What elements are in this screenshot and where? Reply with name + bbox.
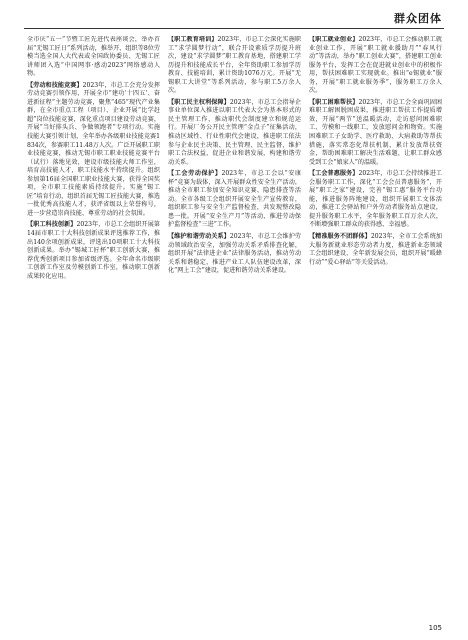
paragraph-heading: 【职工就业创业】 xyxy=(309,36,359,43)
paragraph-heading: 【精准服务不团群体】 xyxy=(309,233,371,241)
column-3 xyxy=(309,36,442,618)
section-title: 群众团体 xyxy=(394,12,442,25)
page-header xyxy=(24,8,444,29)
paragraph-heading: 【维护和谐劳动关系】 xyxy=(168,233,230,241)
paragraph xyxy=(27,36,160,79)
paragraph xyxy=(309,36,442,96)
article-body xyxy=(27,36,442,618)
paragraph xyxy=(168,170,301,230)
column-2 xyxy=(168,36,301,618)
paragraph-text: 2023年，全市工会系统加大服务新就业形态劳动者力度，推进新业态领域工会组织建设，全年新发展会员，组织开展“暖蜂行动”“爱心驿站”等关爱活动。 xyxy=(309,233,442,266)
paragraph xyxy=(309,99,442,167)
page-number: 105 xyxy=(428,624,442,632)
paragraph-text: 2023年，市总工会充分发挥劳动竞赛引领作用，开展全市“建功‘十四五’、奋进新征程”主题劳动竞赛，聚焦“465”现代产业集群，在全市重点工程（项目）、企业开展“比学赶超”岗位技能竞赛，深化重点项目建设劳动竞赛，开展“当好排头兵、争做领跑者”专项行动。实施技能大赛引领计划，全年举办各级职业技能竞赛1834次，参赛职工11.48万人次。广泛开展职工职业技能竞赛，推动无锡市职工职业技能竞赛平台（试行）落地见效，建设市级技能大师工作室，培育高技能人才，职工技能水平持续提升。组织参加第16届全国职工职业技能大赛，获得全国奖项，全市职工技能素质持续提升。实施“锡工匠”培育行动，组织首届无锡工匠技能大赛，推选一批优秀高技能人才，获评省级以上荣誉称号，进一步营造崇尚技能、尊重劳动的社会氛围。 xyxy=(27,81,160,217)
paragraph xyxy=(27,82,160,219)
paragraph xyxy=(168,233,301,276)
paragraph-heading: 【劳动和技能竞赛】 xyxy=(27,81,83,89)
paragraph-heading: 【职工科技创新】 xyxy=(27,221,77,229)
paragraph-heading: 【职工民主权利保障】 xyxy=(168,98,230,106)
paragraph-text: 2023年，市总工会推动职工就业创业工作，开展“职工就业援助月”“春风行动”等活动，举办“职工创业大赛”，搭建职工创业服务平台，发挥工会在促进就业创业中的积极作用，帮扶困难职工实现就业。推出“e锡就业”服务，开展“职工就业服务季”，服务职工万余人次。 xyxy=(309,36,442,95)
paragraph-heading: 【职工教育培训】 xyxy=(168,36,218,43)
column-1 xyxy=(27,36,160,618)
paragraph-text: 2023年，市总工会深化实施职工“求学圆梦行动”，联合开设素质学历提升班次，建设“求学圆梦”职工教育基地，搭建职工学历提升和技能成长平台，全年资助职工参加学历教育、技能培训，累计资助1076万元。开展“无锡职工大讲堂”等系列活动，参与职工5万余人次。 xyxy=(168,36,301,95)
paragraph-text: 2023年，市总工会全面巩固困难职工解困脱困成果，推进职工帮扶工作提质增效，开展“两节”送温暖活动，走访慰问困难职工、劳模和一线职工，发放慰问金和物资。实施困难职工子女助学、医疗救助、大病救助等帮扶措施，落实常态化帮扶机制，累计发放帮扶资金，帮助困难职工解决生活难题，让职工群众感受到工会“娘家人”的温暖。 xyxy=(309,98,442,166)
paragraph xyxy=(168,36,301,96)
paragraph-heading: 【工会劳动保护】 xyxy=(168,170,222,178)
paragraph-text: 2023年，市总工会组织开展第14届市职工十大科技创新成果评选推荐工作，推出140余项创新成果，评选出10项职工十大科技创新成果。举办“锡城工匠杯”职工创新大赛，推荐优秀创新项目参加省级评选。全年命名市级职工创新工作室及劳模创新工作室，推动职工创新成果转化应用。 xyxy=(27,221,160,280)
paragraph xyxy=(27,221,160,281)
paragraph xyxy=(309,170,442,230)
paragraph-text: 2023年，市总工会以“安康杯”竞赛为载体，深入开展群众性安全生产活动，推动全市职工参加安全知识竞赛、隐患排查等活动。全市各级工会组织开展安全生产宣传教育，组织职工参与安全生产监督检查，共发现整改隐患一批。开展“安全生产月”等活动，推进劳动保护监督检查“三进”工作。 xyxy=(168,170,301,229)
paragraph-heading: 【工会普惠服务】 xyxy=(309,170,359,178)
paragraph-text: 2023年，市总工会指导企事业单位深入推进以职工代表大会为基本形式的民主管理工作，推动职代会制度建立和规范运行。开展厂务公开民主管理“金点子”征集活动，推动区域性、行业性职代会建设，推进职工依法参与企业民主决策、民主管理、民主监督，维护职工合法权益，促进企业和谐发展，构建和谐劳动关系。 xyxy=(168,98,301,166)
paragraph xyxy=(168,99,301,167)
paragraph-text: 2023年，市总工会维护劳动领域政治安全，加强劳动关系矛盾排查化解，组织开展“法律进企业”法律服务活动，推动劳动关系和谐稳定，推进产业工人队伍建设改革，深化“网上工会”建设，促进和谐劳动关系建设。 xyxy=(168,233,301,275)
paragraph-heading: 【职工困难帮扶】 xyxy=(309,98,359,106)
paragraph xyxy=(309,233,442,267)
paragraph-text: 全市庆“五一”节暨工匠先进代表座谈会，举办首届“无锡工匠日”系列活动，推举开、组织等8位劳模当选全国人大代表或全国政协委员、无锡工匠讲师团入选“中国网事·感动2023”网络感动人物。 xyxy=(27,36,160,78)
paragraph-text: 2023年，市总工会持续推进工会服务职工工作，深化“工会会员普惠服务”，开展“职工之家”建设，完善“锡工惠”服务平台功能，推进服务阵地建设，组织开展职工文体活动，推进工会驿站和户外劳动者服务站点建设，提升服务职工水平，全年服务职工百万余人次，不断增强职工群众的获得感、幸福感。 xyxy=(309,170,442,229)
